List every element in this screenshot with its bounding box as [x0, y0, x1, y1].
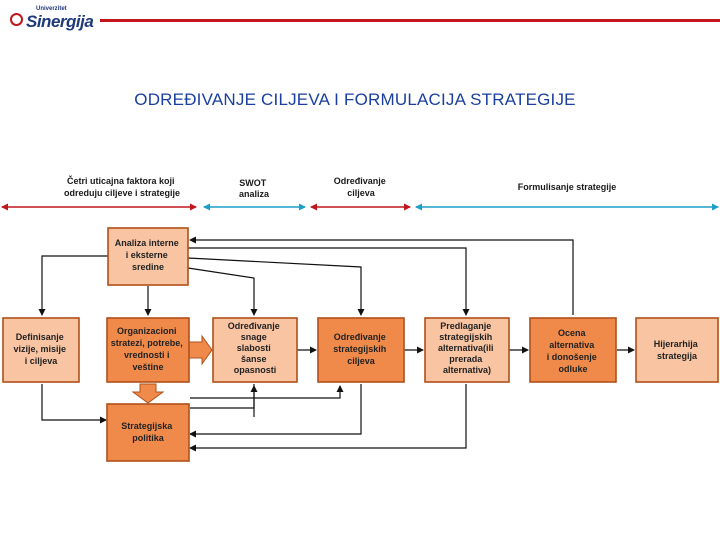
phase-label-factors: [64, 175, 180, 198]
box-ciljevi: [318, 318, 404, 382]
box-definisanje: [3, 318, 79, 382]
diagram-text-line: Četri uticajna faktora koji: [66, 176, 175, 186]
strategy-flow-diagram: [0, 170, 720, 470]
diagram-text-line: prerada: [449, 354, 483, 364]
diagram-text-line: strategijskih: [333, 344, 387, 354]
connector-politika-swot: [190, 386, 254, 408]
diagram-text-line: sredine: [131, 262, 165, 272]
connector-analiza-swot: [188, 268, 254, 315]
diagram-text-line: ciljeva: [347, 356, 375, 366]
connector-definisanje-politika: [42, 384, 106, 420]
diagram-text-line: Strategijska: [121, 421, 173, 431]
diagram-text-line: Analiza interne: [114, 238, 179, 248]
connector-ciljevi-politika: [190, 384, 361, 434]
box-ocena: [530, 318, 616, 382]
connector-analiza-predlaganje: [188, 248, 466, 315]
phase-label-swot: [239, 178, 270, 199]
diagram-text-line: Određivanje: [333, 332, 386, 342]
diagram-text-line: vrednosti i: [123, 350, 170, 360]
phase-label-ciljevi: [334, 176, 389, 198]
diagram-text-line: odluke: [558, 364, 588, 374]
diagram-text-line: odreduju ciljeve i strategije: [63, 188, 181, 198]
page-title: ODREĐIVANJE CILJEVA I FORMULACIJA STRATEGIJE: [134, 90, 576, 109]
diagram-text-line: Predlaganje: [440, 321, 492, 331]
diagram-text-line: Određivanje: [333, 176, 386, 186]
box-organizacioni: [107, 318, 189, 382]
svg-text:Predlaganje strategijski: [438, 321, 496, 375]
diagram-text-line: Hijerarhija: [653, 339, 698, 349]
connector-predlaganje-politika: [190, 384, 466, 448]
box-swot: [213, 318, 297, 382]
diagram-text-line: strategijskih: [439, 332, 493, 342]
logo-superscript: Univerzitet: [36, 6, 67, 12]
diagram-text-line: SWOT: [239, 178, 267, 188]
diagram-text-line: politika: [132, 433, 164, 443]
diagram-text-line: stratezi, potrebe,: [110, 338, 183, 348]
diagram-text-line: alternativa): [442, 365, 492, 375]
box-politika: [107, 404, 189, 461]
diagram-text-line: i eksterne: [125, 250, 168, 260]
diagram-text-line: snage: [240, 332, 267, 342]
header-divider: [100, 19, 720, 22]
diagram-text-line: ciljeva: [347, 188, 375, 198]
connector-analiza-ciljevi: [188, 258, 361, 315]
diagram-text-line: slabosti: [236, 343, 271, 353]
diagram-text-line: i ciljeva: [24, 356, 58, 366]
phase-label-formulisanje: [518, 182, 617, 192]
diagram-text-line: opasnosti: [233, 365, 277, 375]
connector-analiza-definisanje: [42, 256, 108, 315]
diagram-text-line: Ocena: [557, 328, 586, 338]
diagram-text-line: šanse: [240, 354, 267, 364]
block-arrow-organizacioni-swot: [188, 336, 212, 364]
diagram-text-line: veštine: [132, 362, 164, 372]
diagram-text-line: alternativa(ili: [437, 343, 494, 353]
box-hijerarhija: [636, 318, 718, 382]
logo-mark-icon: [10, 13, 23, 26]
university-logo: [8, 6, 94, 32]
diagram-text-line: Formulisanje strategije: [517, 182, 617, 192]
logo-name: Sinergija: [26, 12, 94, 31]
box-analiza: [108, 228, 188, 285]
diagram-text-line: Određivanje: [227, 321, 280, 331]
diagram-text-line: analiza: [238, 189, 270, 199]
box-predlaganje: [425, 318, 509, 382]
diagram-text-line: Organizacioni: [116, 326, 177, 336]
block-arrow-organizacioni-politika: [133, 384, 163, 403]
diagram-text-line: vizije, misije: [13, 344, 67, 354]
diagram-text-line: alternativa: [549, 340, 595, 350]
diagram-text-line: Definisanje: [15, 332, 64, 342]
diagram-text-line: strategija: [656, 351, 698, 361]
diagram-text-line: i donošenje: [546, 352, 597, 362]
connector-politika-ciljevi: [190, 386, 340, 398]
